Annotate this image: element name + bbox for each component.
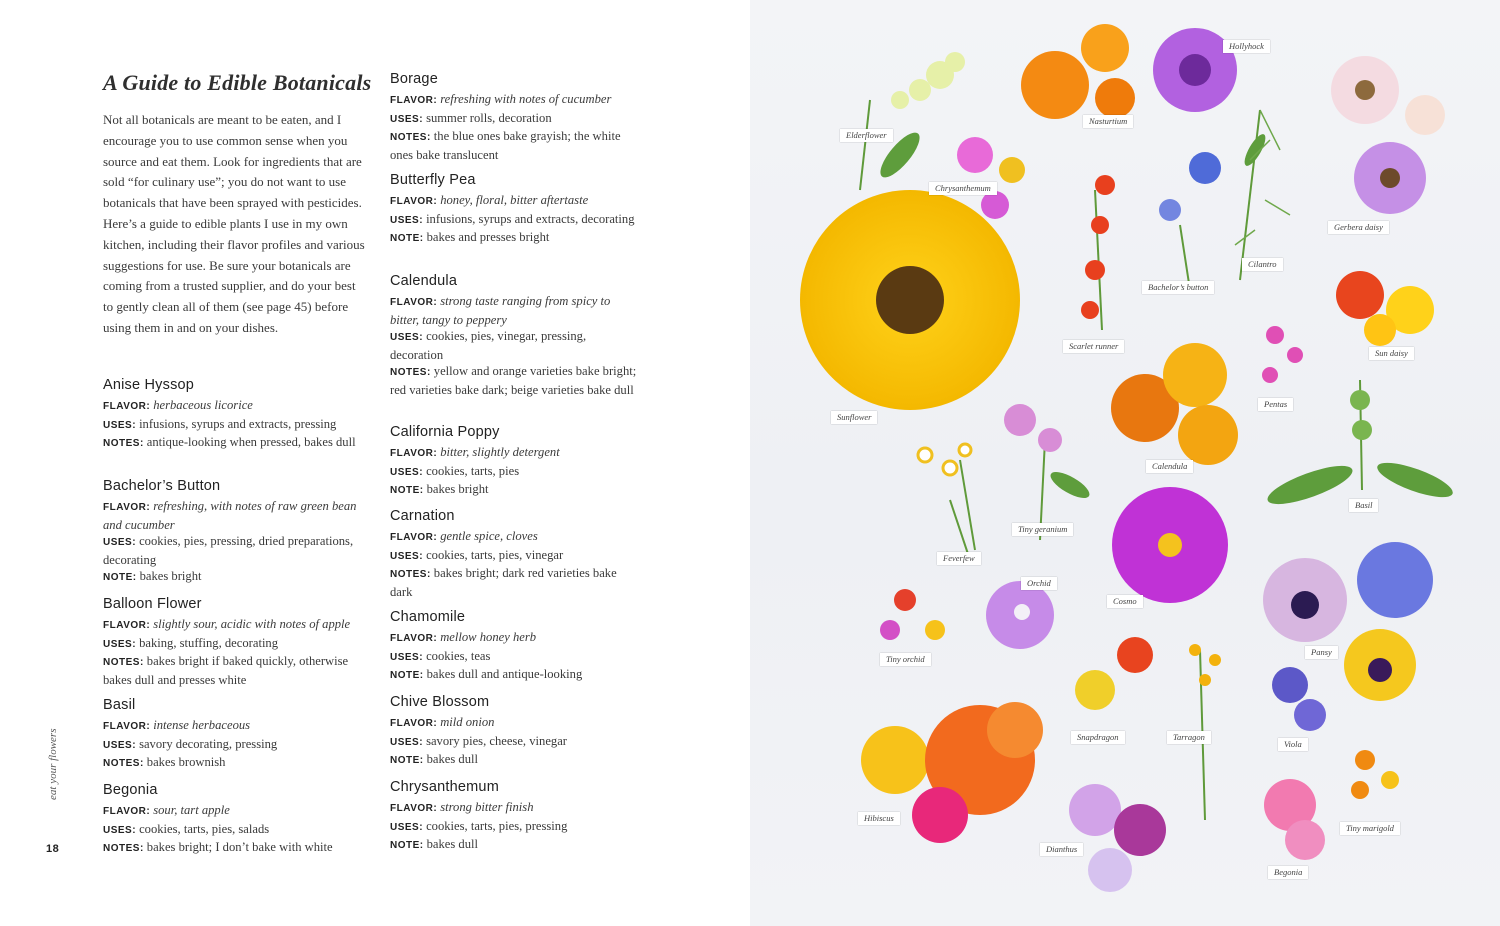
entry-name: Balloon Flower (103, 596, 202, 612)
entry-uses: infusions, syrups and extracts, pressing (139, 416, 337, 431)
flavor-label: FLAVOR: (103, 620, 151, 631)
flower-tag: Pansy (1305, 646, 1338, 659)
flower-tag: Sun daisy (1369, 347, 1414, 360)
calendula (1111, 343, 1238, 465)
flower-tag: Chrysanthemum (929, 182, 997, 195)
flower-tag: Basil (1349, 499, 1378, 512)
flower-tag: Hibiscus (858, 812, 900, 825)
entry-uses: cookies, teas (426, 648, 491, 663)
notes-label: NOTES: (103, 657, 144, 669)
entry-notes: yellow and orange varieties bake bright; red varieties bake dark; beige varieties bake dull (390, 364, 637, 397)
entry-name: Butterfly Pea (390, 172, 476, 188)
entry-flavor: slightly sour, acidic with notes of apple (153, 617, 351, 631)
entry-name: Anise Hyssop (103, 377, 195, 393)
flavor-label: FLAVOR: (390, 633, 438, 644)
uses-label: USES: (103, 638, 137, 650)
notes-label: NOTES: (103, 758, 144, 770)
entry-name: Calendula (390, 273, 458, 289)
entry-uses: cookies, tarts, pies, pressing (426, 818, 568, 833)
flower-tag: Cosmo (1107, 595, 1143, 608)
flavor-label: FLAVOR: (390, 718, 438, 729)
flavor-label: FLAVOR: (390, 803, 438, 814)
tiny-marigold (1351, 750, 1399, 799)
entry-uses: baking, stuffing, decorating (139, 635, 279, 650)
entry-notes: bakes bright (139, 569, 202, 584)
flavor-label: FLAVOR: (103, 502, 151, 513)
entry-chrysanthemum (390, 778, 642, 855)
flavor-label: FLAVOR: (390, 297, 438, 308)
flower-tag: Begonia (1268, 866, 1308, 879)
entry-name: Borage (390, 71, 438, 87)
entry-flavor: sour, tart apple (153, 803, 230, 817)
entry-flavor: strong taste ranging from spicy to bitter, tangy to peppery (390, 294, 611, 327)
notes-label: NOTE: (390, 840, 424, 852)
flavor-label: FLAVOR: (390, 196, 438, 207)
entry-uses: cookies, tarts, pies, salads (139, 821, 270, 836)
feverfew (918, 444, 971, 475)
entry-name: Chive Blossom (390, 694, 490, 710)
entry-flavor: intense herbaceous (153, 718, 251, 732)
entry-chive-blossom (390, 693, 642, 770)
flavor-label: FLAVOR: (390, 532, 438, 543)
flower-tag: Viola (1278, 738, 1308, 751)
uses-label: USES: (390, 736, 424, 748)
flower-tag: Cilantro (1242, 258, 1283, 271)
entry-butterfly-pea (390, 171, 642, 248)
notes-label: NOTE: (390, 233, 424, 245)
entry-notes: bakes brownish (146, 755, 226, 770)
entry-balloon-flower (103, 595, 365, 688)
entry-uses: savory decorating, pressing (139, 736, 278, 751)
notes-label: NOTES: (103, 438, 144, 450)
flavor-label: FLAVOR: (103, 721, 151, 732)
uses-label: USES: (103, 419, 137, 431)
notes-label: NOTES: (103, 843, 144, 855)
pentas (1262, 326, 1303, 383)
flower-tag: Tiny orchid (880, 653, 931, 666)
cilantro (1235, 110, 1290, 245)
entry-uses: infusions, syrups and extracts, decorating (426, 211, 635, 226)
flower-tag: Scarlet runner (1063, 340, 1124, 353)
notes-label: NOTE: (103, 572, 137, 584)
flower-tag: Bachelor’s button (1142, 281, 1214, 294)
notes-label: NOTES: (390, 569, 431, 581)
flower-tag: Orchid (1021, 577, 1057, 590)
notes-label: NOTES: (390, 367, 431, 379)
dianthus (1069, 784, 1166, 892)
page-title: A Guide to Edible Botanicals (103, 70, 372, 95)
entry-notes: bakes bright if baked quickly, otherwise bakes dull and presses white (103, 654, 349, 687)
entry-notes: bakes bright; I don’t bake with white (146, 840, 333, 855)
flower-tag: Calendula (1146, 460, 1193, 473)
entry-uses: savory pies, cheese, vinegar (426, 733, 567, 748)
entry-flavor: refreshing, with notes of raw green bean and cucumber (103, 499, 357, 532)
entry-notes: bakes and presses bright (426, 230, 550, 245)
flower-tag: Tiny geranium (1012, 523, 1073, 536)
flavor-label: FLAVOR: (103, 806, 151, 817)
entry-name: Chrysanthemum (390, 779, 499, 795)
entry-name: California Poppy (390, 424, 500, 440)
flavor-label: FLAVOR: (390, 448, 438, 459)
uses-label: USES: (390, 332, 424, 344)
flower-tag: Tiny marigold (1340, 822, 1400, 835)
flower-tag: Tarragon (1167, 731, 1211, 744)
entry-uses: cookies, pies, pressing, dried preparations, decorating (103, 534, 354, 567)
entry-notes: bakes bright (426, 482, 489, 497)
entry-uses: cookies, tarts, pies (426, 463, 520, 478)
running-footer-text: eat your flowers (47, 728, 59, 800)
entry-name: Begonia (103, 782, 158, 798)
entry-uses: cookies, tarts, pies, vinegar (426, 547, 564, 562)
entry-flavor: strong bitter finish (440, 800, 534, 814)
tiny-geranium (1004, 404, 1062, 452)
viola (1272, 667, 1326, 731)
uses-label: USES: (103, 537, 137, 549)
uses-label: USES: (103, 739, 137, 751)
entry-name: Carnation (390, 508, 455, 524)
begonia-flower (1264, 779, 1325, 860)
entry-flavor: honey, floral, bitter aftertaste (440, 193, 589, 207)
flower-tag: Hollyhock (1223, 40, 1270, 53)
page-number: 18 (46, 843, 60, 855)
flower-tag: Feverfew (937, 552, 981, 565)
sun-daisy (1336, 271, 1434, 346)
uses-label: USES: (390, 214, 424, 226)
entry-begonia (103, 781, 365, 858)
flower-tag: Pentas (1258, 398, 1293, 411)
entry-flavor: gentle spice, cloves (440, 529, 538, 543)
entry-flavor: mild onion (440, 715, 495, 729)
uses-label: USES: (390, 550, 424, 562)
uses-label: USES: (390, 651, 424, 663)
flavor-label: FLAVOR: (103, 401, 151, 412)
cornflower (1159, 152, 1221, 221)
tiny-orchid (880, 589, 945, 640)
entry-borage (390, 70, 642, 163)
entry-notes: the blue ones bake grayish; the white ones bake translucent (390, 129, 621, 162)
flower-tag: Dianthus (1040, 843, 1083, 856)
notes-label: NOTE: (390, 670, 424, 682)
entry-name: Basil (103, 697, 136, 713)
notes-label: NOTES: (390, 132, 431, 144)
flower-tag: Elderflower (840, 129, 893, 142)
uses-label: USES: (390, 821, 424, 833)
entry-california-poppy (390, 423, 642, 500)
entry-flavor: refreshing with notes of cucumber (440, 92, 612, 106)
uses-label: USES: (103, 824, 137, 836)
entry-notes: bakes dull (426, 752, 479, 767)
nasturtium (1021, 24, 1135, 119)
flower-tag: Sunflower (831, 411, 877, 424)
entry-anise-hyssop (103, 376, 365, 453)
flower-photo-page (750, 0, 1500, 926)
entry-chamomile (390, 608, 642, 685)
entry-notes: antique-looking when pressed, bakes dull (146, 435, 356, 450)
entry-calendula (390, 272, 642, 399)
intro-paragraph: Not all botanicals are meant to be eaten, and I encourage you to use common sense when you source and eat them. Look for ingredients that are sold “for culinary use”; you do not want to use botanicals that have been sprayed with pesticides. Here’s a guide to edible plants I use in my own kitchen, including their flavor profiles and various suggestions for use. Be sure your botanicals are coming from a trusted supplier, and do your best to gently clean all of them (see page 45) before using them in and on your dishes. (103, 112, 365, 335)
entry-notes: bakes dull and antique-looking (426, 667, 583, 682)
tarragon (1189, 644, 1221, 686)
flower-tag: Gerbera daisy (1328, 221, 1389, 234)
uses-label: USES: (390, 113, 424, 125)
entry-uses: summer rolls, decoration (426, 110, 552, 125)
entry-flavor: bitter, slightly detergent (440, 445, 560, 459)
flavor-label: FLAVOR: (390, 95, 438, 106)
elderflower (891, 52, 965, 109)
entry-carnation (390, 507, 642, 600)
entry-uses: cookies, pies, vinegar, pressing, decoration (390, 329, 587, 362)
entry-bachelors-button (103, 477, 365, 587)
snapdragon (1075, 637, 1153, 710)
flower-tag: Nasturtium (1083, 115, 1133, 128)
notes-label: NOTE: (390, 485, 424, 497)
sunflower (800, 190, 1020, 410)
flower-tag: Snapdragon (1071, 731, 1125, 744)
uses-label: USES: (390, 466, 424, 478)
orchid (986, 581, 1054, 649)
entry-basil (103, 696, 365, 773)
entry-name: Chamomile (390, 609, 466, 625)
entry-flavor: herbaceous licorice (153, 398, 253, 412)
entry-notes: bakes dull (426, 837, 479, 852)
notes-label: NOTE: (390, 755, 424, 767)
entry-notes: bakes bright; dark red varieties bake dark (390, 566, 617, 599)
entry-flavor: mellow honey herb (440, 630, 537, 644)
gerbera-daisy (1331, 56, 1445, 214)
cosmo (1112, 487, 1228, 603)
entry-name: Bachelor’s Button (103, 478, 221, 494)
